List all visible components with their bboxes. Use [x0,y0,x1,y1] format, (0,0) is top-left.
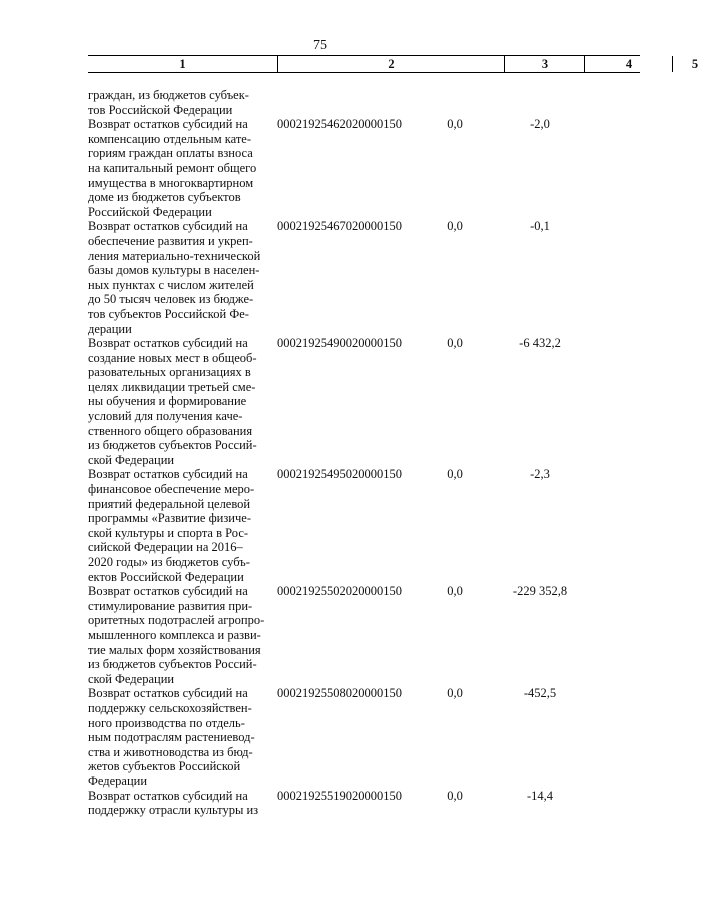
header-col-5: 5 [672,56,717,72]
table-row [0,336,640,467]
table-row [0,117,640,219]
row-code: 00021925467020000150 [277,219,402,234]
row-col3-value: 0,0 [447,117,463,132]
table-row [0,467,640,584]
table-body [0,88,640,818]
row-code: 00021925490020000150 [277,336,402,351]
header-col-1: 1 [179,57,186,71]
row-col4-value: -6 432,2 [519,336,561,351]
row-description: Возврат остатков субсидий на поддержку отрасли культуры из [88,788,259,818]
row-col3-value: 0,0 [447,467,463,482]
row-col4-value: -229 352,8 [512,584,568,599]
row-code: 00021925508020000150 [277,686,402,701]
row-col4-value: -0,1 [530,219,550,234]
row-code: 00021925502020000150 [277,584,402,599]
row-col3-value: 0,0 [447,219,463,234]
table-row [0,686,640,788]
header-col-3: 3 [504,56,585,72]
row-code: 00021925519020000150 [277,788,402,803]
page-number: 75 [313,38,327,53]
header-col-4: 4 [584,56,673,72]
row-description: Возврат остатков субсидий на стимулирование развития при- оритетных подотраслей агропро- мышленного комплекса и разви- тие малых форм хозяйствования из бюджетов субъектов Россий- ской Федерации [88,584,265,686]
table-row [0,88,640,117]
row-code: 00021925495020000150 [277,467,402,482]
table-row [0,789,640,818]
row-code: 00021925462020000150 [277,117,402,132]
row-col4-value: -452,5 [523,686,557,701]
table-header [88,55,699,73]
row-description: Возврат остатков субсидий на финансовое обеспечение меро- приятий федеральной целевой программы «Развитие физиче- ской культуры и спорта в Рос- сийской Федерации на 2016– 2020 годы» из бюджетов субъ- ектов Российской Федерации [88,467,255,584]
row-description: Возврат остатков субсидий на создание новых мест в общеоб- разовательных организациях в целях ликвидации третьей сме- ны обучения и формирование условий для получения каче- ственного общего образования из бюджетов субъектов Россий- ской Федерации [88,336,257,467]
row-description: граждан, из бюджетов субъек- тов Российской Федерации [88,88,249,117]
table-row [0,219,640,336]
row-col3-value: 0,0 [447,788,463,803]
header-col-2: 2 [277,56,505,72]
row-description: Возврат остатков субсидий на компенсацию отдельным кате- гориям граждан оплаты взноса на капитальный ремонт общего имущества в многоквартирном доме из бюджетов субъектов Российской Федерации [88,117,257,219]
row-col3-value: 0,0 [447,584,463,599]
table-row [0,584,640,686]
row-description: Возврат остатков субсидий на обеспечение развития и укреп- ления материально-технической базы домов культуры в населен- ных пунктах с числом жителей до 50 тысяч человек из бюдже- тов субъектов Российской Фе- дерации [88,219,261,336]
row-col3-value: 0,0 [447,336,463,351]
row-description: Возврат остатков субсидий на поддержку сельскохозяйствен- ного производства по отдель- ным подотраслям растениевод- ства и животноводства из бюд- жетов субъектов Российской Федерации [88,686,255,788]
row-col4-value: -14,4 [526,788,554,803]
row-col4-value: -2,0 [530,117,550,132]
row-col4-value: -2,3 [530,467,550,482]
row-col3-value: 0,0 [447,686,463,701]
